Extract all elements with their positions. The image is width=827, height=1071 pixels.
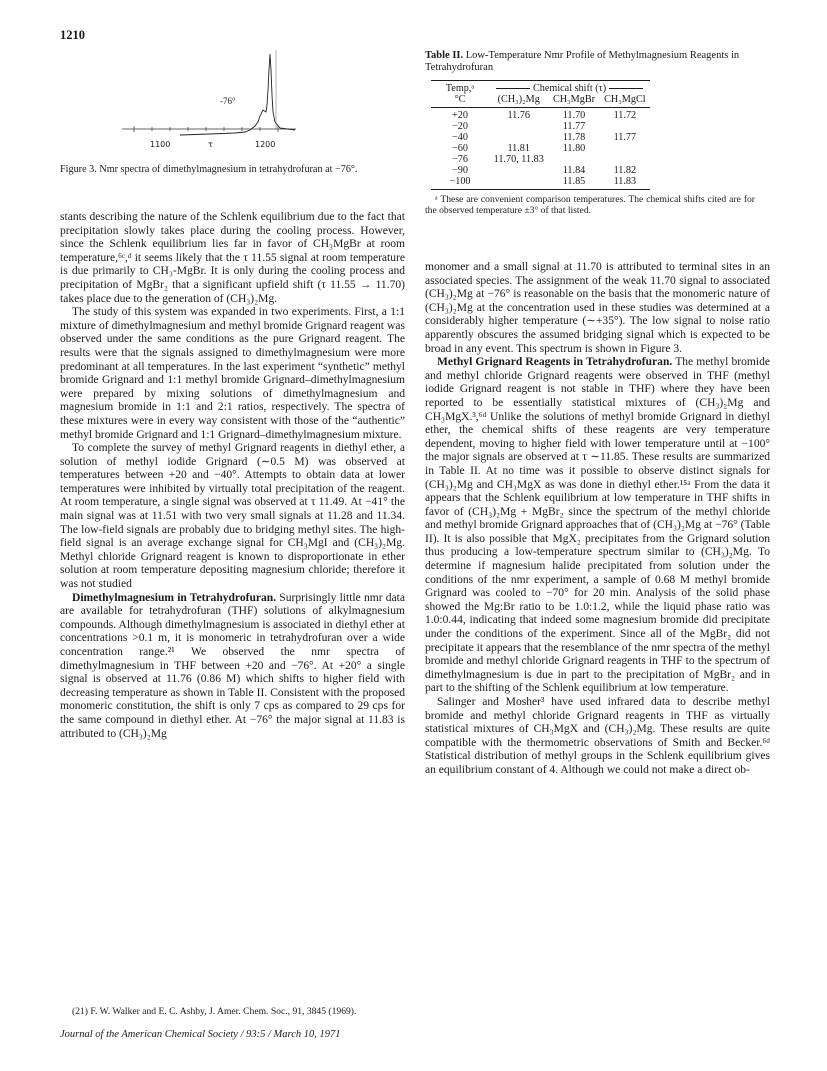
shift-cell: 11.77 [613,132,637,143]
column-header: CH₃MgCl [600,94,651,108]
table-title-text: Low-Temperature Nmr Profile of Methylmagnesium Reagents in Tetrahydrofuran [425,50,740,73]
table-row [431,132,650,143]
shift-cell [489,165,548,176]
temperature-cell: −100 [431,176,489,190]
column-header: CH₃MgBr [548,94,599,108]
shift-cell: 11.81 [507,143,530,154]
spectrum-trace [180,54,295,135]
table-row [431,176,650,190]
shift-cell: 11.85 [548,176,599,190]
temperature-cell: −76 [452,154,468,165]
page-number: 1210 [60,28,85,42]
table-footnote: ᵃ These are convenient comparison temperatures. The chemical shifts cited are for the observed temperature ±3° of that listed. [425,194,755,217]
table-title [425,50,770,74]
shift-cell [600,154,651,165]
table-row [431,143,650,154]
temp-header-line2: °C [431,94,489,108]
temp-header-line1: Temp,ᵃ [431,81,489,95]
temperature-cell: +20 [452,110,468,121]
shift-cell: 11.78 [562,132,586,143]
chemical-shift-header-text: Chemical shift (τ) [533,83,607,94]
footnote-21 [60,1006,405,1018]
shift-cell [489,121,548,132]
figure-tick-right: 1200 [255,140,276,149]
left-paragraph-4-text: Surprisingly little nmr data are available for tetrahydrofuran (THF) solutions of alkylmagnesium compounds. Although dimethylmagnesium is associated in diethyl ether at concentrations >0.1 m, it is monomeric in tetrahydrofuran over a wide concentration range.²¹ We observed the nmr spectra of dimethylmagnesium in THF between +20 and −76°. At +20° a single signal is observed at 11.76 (0.86 M) which shifts to higher field with decreasing temperature as shown in Table II. Consistent with the proposed monomeric constitution, the shift is only 7 cps as compared to 29 cps for the same compound in diethyl ether. At −76° the major signal at 11.83 is attributed to (CH₃)₂Mg [60,591,405,740]
shift-cell [489,176,548,190]
shift-cell: 11.72 [613,110,637,121]
shift-cell: 11.70 [562,110,586,121]
nmr-profile-table [431,80,650,190]
shift-cell: 11.84 [562,165,586,176]
figure-temperature-label: -76° [220,96,236,106]
table-row [431,108,650,122]
temperature-cell: −90 [452,165,468,176]
shift-cell [548,154,599,165]
right-paragraph-2-text: The methyl bromide and methyl chloride Grignard reagents were observed in THF (methyl iodide Grignard reagent is not stable in THF) where they have been reported to be essentially statistical mixtures of (CH₃)₂Mg and CH₃MgX.³,⁶ᵈ Unlike the solutions of methyl bromide Grignard in diethyl ether, the chemical shifts of these reagents are very temperature dependent, moving to higher field with lower temperature until at −100° the major signals are observed at τ ∼11.85. These results are summarized in Table II. At no time was it possible to observe distinct signals for (CH₃)₂Mg and CH₃MgX as was done in diethyl ether.¹⁵ᵃ From the data it appears that the Schlenk equilibrium at low temperature in THF shifts in favor of (CH₃)₂Mg + MgBr₂ since the spectrum of the methyl chloride and methyl bromide Grignard approaches that of (CH₃)₂Mg at −76° (Table II). It is also possible that MgX₂ precipitates from the Grignard solution thus producing a low-temperature spectrum similar to (CH₃)₂Mg. To determine if magnesium halide precipitated from solution under the conditions of the nmr experiment, a sample of 0.68 M methyl bromide Grignard was cooled to −70° for 20 min. Analysis of the solid phase showed the Mg:Br ratio to be 1.0:1.2, while the liquid phase ratio was 1.0:0.44, indicating that indeed some magnesium bromide did precipitate under the conditions of the experiment. Since all of the MgBr₂ did not precipitate it appears that the resemblance of the nmr spectra of the methyl bromide and methyl chloride Grignard reagents in THF to the spectrum of dimethylmagnesium is due in part to the precipitation of MgBr₂ and in part to the shifting of the Schlenk equilibrium at low temperature. [425,356,770,695]
shift-cell [489,132,548,143]
column-header: (CH₃)₂Mg [489,94,548,108]
shift-cell: 11.77 [562,121,586,132]
table-row [431,154,650,165]
table-row [431,121,650,132]
shift-cell: 11.80 [562,143,586,154]
right-column [425,261,770,778]
chemical-shift-header [489,81,650,95]
table-row [431,165,650,176]
shift-cell: 11.76 [507,110,530,121]
left-paragraph-2: The study of this system was expanded in two experiments. First, a 1:1 mixture of dimethylmagnesium and methyl bromide Grignard reagent was observed under the same conditions as the pure Grignard reagent. The results were that the signals assigned to dimethylmagnesium were more predominant at all temperatures. In the last experiment “synthetic” methyl bromide Grignard and 1:1 methyl bromide Grignard–dimethylmagnesium were prepared by mixing solutions of dimethylmagnesium and magnesium bromide in 1:1 and 2:1 ratios, respectively. The spectra of these mixtures were in every way consistent with those of the “authentic” methyl bromide Grignard and 1:1 Grignard–dimethylmagnesium mixture. [60,306,405,441]
left-paragraph-3: To complete the survey of methyl Grignard reagents in diethyl ether, a solution of methyl iodide Grignard (∼0.5 M) was observed at temperatures between +20 and −40°. Attempts to obtain data at lower temperatures were inhibited by virtually total precipitation of the reagent. At room temperature, a single signal was observed at τ 11.49. At −41° the main signal was at 11.51 with two very small signals at 11.28 and 11.34. The low-field signals are probably due to bridging methyl sites. The high-field signal is an average exchange signal for CH₃MgI and (CH₃)₂Mg. Methyl chloride Grignard reagent is known to disproportionate in ether solution at room temperature depositing magnesium chloride; therefore it was not studied [60,442,405,591]
section-heading-dimethylmagnesium-thf: Dimethylmagnesium in Tetrahydrofuran. [72,591,277,604]
shift-cell [600,121,651,132]
table-label: Table II. [425,50,464,61]
section-heading-methyl-grignard-thf: Methyl Grignard Reagents in Tetrahydrofuran. [437,356,673,369]
figure-caption: Figure 3. Nmr spectra of dimethylmagnesium in tetrahydrofuran at −76°. [60,164,358,175]
left-paragraph-4 [60,592,405,742]
shift-cell: 11.82 [613,165,637,176]
footnote-21-text: (21) F. W. Walker and E. C. Ashby, J. Amer. Chem. Soc., 91, 3845 (1969). [72,1006,357,1017]
shift-cell [600,143,651,154]
figure-tick-left: 1100 [150,140,171,149]
temperature-cell: −20 [452,121,468,132]
left-column [60,211,405,741]
right-paragraph-2 [425,356,770,696]
journal-footer: Journal of the American Chemical Society / 93:5 / March 10, 1971 [60,1029,341,1040]
shift-cell: 11.70, 11.83 [493,154,544,165]
temperature-cell: −60 [452,143,468,154]
figure-tick-tau: τ [208,140,213,149]
left-paragraph-1: stants describing the nature of the Schlenk equilibrium due to the fact that precipitation slowly takes place during the cooling process. However, since the Schlenk equilibrium lies far in favor of CH₃MgBr at room temperature,⁶ᶜ,ᵈ it seems likely that the τ 11.55 signal at room temperature is due primarily to CH₃-MgBr. It is only during the cooling process and precipitation of MgBr₂ that a significant upfield shift (τ 11.55 → 11.70) takes place due to the generation of (CH₃)₂Mg. [60,211,405,305]
temperature-cell: −40 [452,132,468,143]
table-ii [425,50,770,217]
table-body [431,108,650,190]
right-paragraph-3: Salinger and Mosher³ have used infrared data to describe methyl bromide and methyl chloride Grignard reagents in THF as virtually statistical mixtures of CH₃MgX and (CH₃)₂Mg. These results are quite compatible with the thermometric observations of Smith and Becker.⁶ᵈ Statistical distribution of methyl groups in the Schlenk equilibrium gives an equilibrium constant of 4. Although we could not make a direct ob- [425,696,770,776]
right-paragraph-1: monomer and a small signal at 11.70 is attributed to terminal sites in an associated species. The assignment of the weak 11.70 signal to associated (CH₃)₂Mg at −76° is reasonable on the basis that the monomeric nature of (CH₃)₂Mg at the concentration used in these studies was determined at a considerably higher temperature (∼+35°). The low signal to noise ratio apparently obscures the assumed bridging signal which is expected to be broad in any event. This spectrum is shown in Figure 3. [425,261,770,355]
shift-cell: 11.83 [600,176,651,190]
